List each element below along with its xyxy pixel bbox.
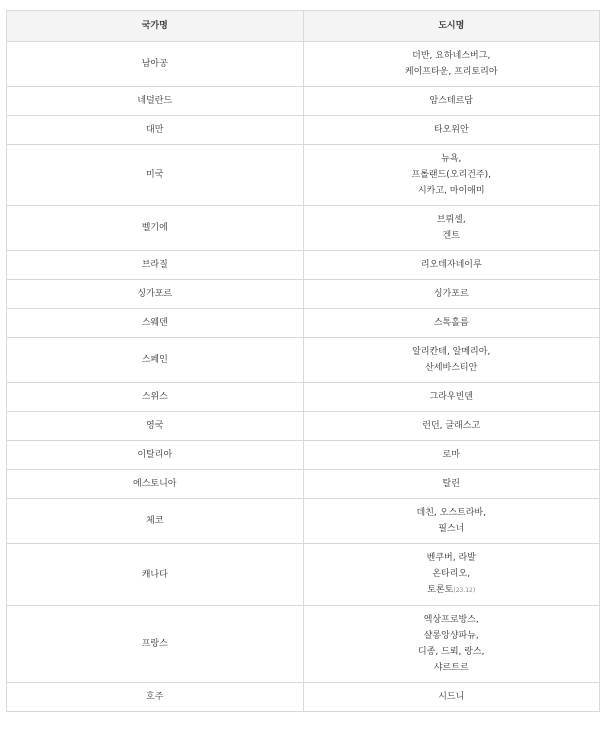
city-text: 토론토 bbox=[427, 585, 454, 595]
city-text: 브뤼셀, bbox=[436, 215, 466, 225]
city-text: 알리칸테, 알메리아, bbox=[412, 347, 491, 357]
country-cell: 남아공 bbox=[7, 42, 304, 87]
table-row bbox=[7, 499, 600, 544]
city-line bbox=[308, 93, 596, 109]
table-row bbox=[7, 116, 600, 145]
city-text: 케이프타운, 프리토리아 bbox=[404, 67, 498, 77]
cities-cell bbox=[303, 499, 600, 544]
city-line bbox=[308, 344, 596, 360]
city-text: 샬롱앙샹파뉴, bbox=[423, 631, 479, 641]
city-line bbox=[308, 447, 596, 463]
cities-cell bbox=[303, 87, 600, 116]
city-text: 리오데자네이루 bbox=[420, 260, 482, 270]
cities-cell bbox=[303, 280, 600, 309]
city-text: 산세바스티안 bbox=[425, 363, 478, 373]
city-line bbox=[308, 418, 596, 434]
header-cities: 도시명 bbox=[303, 11, 600, 42]
country-cell: 이탈리아 bbox=[7, 441, 304, 470]
city-text: 로마 bbox=[442, 450, 460, 460]
table-row bbox=[7, 309, 600, 338]
city-text: 타오위안 bbox=[433, 125, 469, 135]
city-line bbox=[308, 360, 596, 376]
cities-cell bbox=[303, 251, 600, 280]
city-text: 그라우빈덴 bbox=[429, 392, 473, 402]
table-row bbox=[7, 280, 600, 309]
table-row bbox=[7, 145, 600, 206]
table-row bbox=[7, 470, 600, 499]
country-cell: 호주 bbox=[7, 683, 304, 712]
city-line bbox=[308, 183, 596, 199]
cities-cell bbox=[303, 206, 600, 251]
table-row bbox=[7, 683, 600, 712]
city-line bbox=[308, 212, 596, 228]
table-row bbox=[7, 606, 600, 683]
city-text: 뉴욕, bbox=[441, 154, 462, 164]
city-line bbox=[308, 48, 596, 64]
city-text: 필스너 bbox=[438, 524, 465, 534]
cities-cell bbox=[303, 145, 600, 206]
city-text: 프롤랜드(오리건주), bbox=[411, 170, 491, 180]
country-cell: 스웨덴 bbox=[7, 309, 304, 338]
city-text: 더반, 요하네스버그, bbox=[412, 51, 491, 61]
city-text: 데친, 오스트라바, bbox=[416, 508, 486, 518]
cities-cell bbox=[303, 441, 600, 470]
city-text: 시카고, 마이애미 bbox=[417, 186, 485, 196]
country-cell: 브라질 bbox=[7, 251, 304, 280]
city-text: 엑상프로방스, bbox=[423, 615, 479, 625]
country-cell: 에스토니아 bbox=[7, 470, 304, 499]
city-text: 디종, 드뢰, 랑스, bbox=[418, 647, 485, 657]
country-cell: 싱가포르 bbox=[7, 280, 304, 309]
city-line bbox=[308, 644, 596, 660]
city-line bbox=[308, 167, 596, 183]
table-header-row bbox=[7, 11, 600, 42]
city-line bbox=[308, 257, 596, 273]
city-line bbox=[308, 612, 596, 628]
city-text: 싱가포르 bbox=[433, 289, 469, 299]
cities-cell bbox=[303, 683, 600, 712]
cities-cell bbox=[303, 309, 600, 338]
table-row bbox=[7, 87, 600, 116]
table-body bbox=[7, 42, 600, 712]
city-text: 온타리오, bbox=[432, 569, 471, 579]
cities-cell bbox=[303, 470, 600, 499]
city-text: 겐트 bbox=[442, 231, 460, 241]
country-city-table bbox=[6, 10, 600, 712]
city-line bbox=[308, 64, 596, 80]
city-text: 벤쿠버, 라발 bbox=[426, 553, 476, 563]
cities-cell bbox=[303, 116, 600, 145]
city-line bbox=[308, 476, 596, 492]
city-line bbox=[308, 582, 596, 599]
city-line bbox=[308, 689, 596, 705]
city-line bbox=[308, 286, 596, 302]
city-text: 샤르트르 bbox=[433, 663, 469, 673]
city-text: 시드니 bbox=[438, 692, 465, 702]
cities-cell bbox=[303, 606, 600, 683]
city-line bbox=[308, 315, 596, 331]
city-text: 스톡홀름 bbox=[433, 318, 469, 328]
country-cell: 대만 bbox=[7, 116, 304, 145]
cities-cell bbox=[303, 383, 600, 412]
table-row bbox=[7, 441, 600, 470]
country-cell: 미국 bbox=[7, 145, 304, 206]
country-cell: 영국 bbox=[7, 412, 304, 441]
header-country: 국가명 bbox=[7, 11, 304, 42]
city-line bbox=[308, 122, 596, 138]
city-line bbox=[308, 389, 596, 405]
city-text: 탈린 bbox=[442, 479, 460, 489]
table-row bbox=[7, 206, 600, 251]
city-text: 런던, 글래스고 bbox=[422, 421, 481, 431]
city-line bbox=[308, 521, 596, 537]
table-row bbox=[7, 544, 600, 606]
city-line bbox=[308, 660, 596, 676]
cities-cell bbox=[303, 42, 600, 87]
country-cell: 체코 bbox=[7, 499, 304, 544]
city-line bbox=[308, 566, 596, 582]
city-line bbox=[308, 505, 596, 521]
cities-cell bbox=[303, 544, 600, 606]
country-cell: 프랑스 bbox=[7, 606, 304, 683]
country-cell: 벨기에 bbox=[7, 206, 304, 251]
cities-cell bbox=[303, 338, 600, 383]
city-line bbox=[308, 228, 596, 244]
country-cell: 스위스 bbox=[7, 383, 304, 412]
country-cell: 스페인 bbox=[7, 338, 304, 383]
table-row bbox=[7, 42, 600, 87]
table-row bbox=[7, 412, 600, 441]
table-row bbox=[7, 251, 600, 280]
country-cell: 네덜란드 bbox=[7, 87, 304, 116]
table-row bbox=[7, 338, 600, 383]
city-line bbox=[308, 550, 596, 566]
city-text: 암스테르담 bbox=[429, 96, 473, 106]
cities-cell bbox=[303, 412, 600, 441]
date-note: (23.12) bbox=[453, 587, 476, 594]
city-line bbox=[308, 151, 596, 167]
country-cell: 캐나다 bbox=[7, 544, 304, 606]
table-row bbox=[7, 383, 600, 412]
city-line bbox=[308, 628, 596, 644]
